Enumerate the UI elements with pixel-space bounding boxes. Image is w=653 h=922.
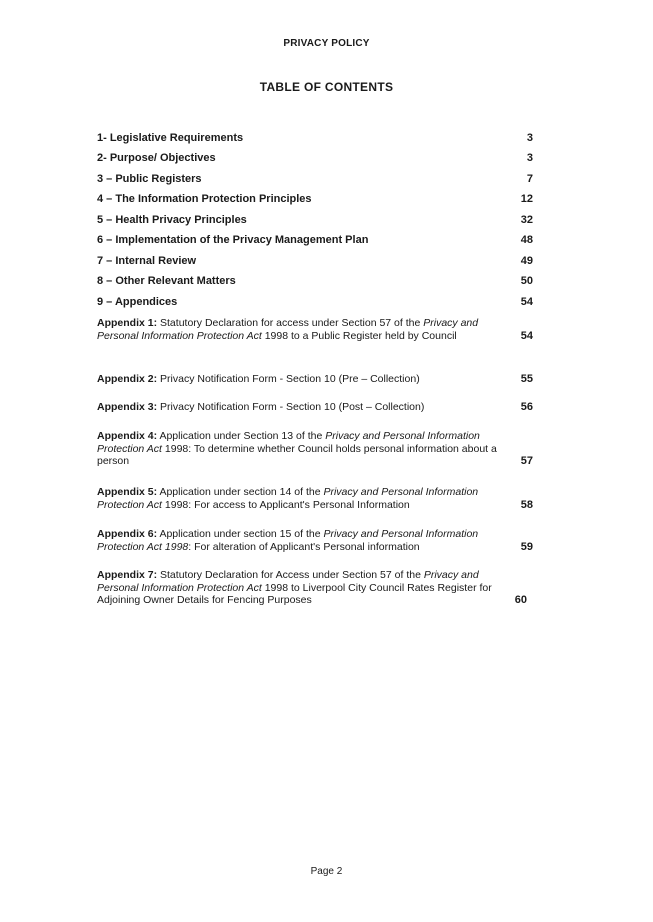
toc-entry-page: 54: [520, 296, 533, 308]
appendix-act-title: Privacy and Personal Information Protection Act 1998: [97, 528, 479, 553]
toc-entry[interactable]: [97, 132, 533, 146]
toc-entry-page: 48: [520, 234, 533, 246]
appendix-entry[interactable]: [97, 373, 533, 386]
appendix-entry[interactable]: [97, 569, 533, 607]
appendix-entry[interactable]: [97, 317, 533, 342]
appendix-entry[interactable]: [97, 430, 533, 468]
appendix-text: Privacy Notification Form - Section 10 (Pre – Collection): [160, 373, 420, 385]
toc-entry-page: 3: [526, 152, 533, 164]
appendix-label: Appendix 3:: [97, 401, 158, 413]
toc-entry[interactable]: [97, 214, 533, 228]
toc-entry-label: 6 – Implementation of the Privacy Management Plan: [97, 234, 369, 246]
appendix-text-cont: 1998 to Liverpool City Council Rates Register for Adjoining Owner Details for Fencing Purposes: [97, 581, 492, 606]
toc-heading: TABLE OF CONTENTS: [259, 80, 394, 94]
toc-entry-page: 50: [520, 275, 533, 287]
appendix-act-title: Privacy and Personal Information Protection Act: [97, 317, 479, 342]
appendix-page: 56: [520, 401, 533, 413]
appendix-page: 59: [520, 540, 533, 553]
appendix-page: 57: [520, 455, 533, 467]
appendix-page: 55: [520, 373, 533, 385]
appendix-text-cont: 1998: For access to Applicant's Personal Information: [164, 498, 410, 511]
toc-entry-label: 2- Purpose/ Objectives: [97, 152, 216, 164]
appendix-page: 58: [520, 498, 533, 511]
toc-entry-page: 7: [526, 173, 533, 185]
page-number: Page 2: [310, 866, 343, 877]
appendix-label: Appendix 6:: [97, 528, 158, 540]
appendix-text-cont: 1998 to a Public Register held by Council: [264, 329, 457, 342]
appendix-text: Application under Section 13 of the: [159, 430, 323, 442]
toc-entry[interactable]: [97, 193, 533, 207]
toc-entry[interactable]: [97, 234, 533, 248]
appendix-text: Statutory Declaration for access under Section 57 of the: [160, 317, 421, 329]
toc-entry-label: 8 – Other Relevant Matters: [97, 275, 236, 287]
appendix-act-title: Privacy and Personal Information Protection Act: [97, 430, 480, 455]
toc-entry[interactable]: [97, 173, 533, 187]
appendix-act-title: Privacy and Personal Information Protection Act: [97, 486, 479, 511]
toc-entry-label: 3 – Public Registers: [97, 173, 202, 185]
running-header: PRIVACY POLICY: [283, 38, 370, 49]
appendix-act-title: Privacy and Personal Information Protection Act: [97, 569, 479, 594]
toc-entry-label: 4 – The Information Protection Principles: [97, 193, 312, 205]
appendix-text: Statutory Declaration for Access under Section 57 of the: [160, 569, 421, 581]
toc-entry-page: 12: [520, 193, 533, 205]
toc-entry-label: 9 – Appendices: [97, 296, 178, 308]
appendix-page: 60: [514, 594, 527, 606]
appendix-label: Appendix 5:: [97, 486, 158, 498]
appendix-text-cont: 1998: To determine whether Council holds personal information about a person: [97, 442, 497, 467]
appendix-entry[interactable]: [97, 528, 533, 553]
appendix-entry[interactable]: [97, 486, 533, 511]
toc-entry[interactable]: [97, 255, 533, 269]
appendix-text: Application under section 15 of the: [159, 528, 321, 540]
appendix-text-cont: : For alteration of Applicant's Personal information: [188, 540, 420, 553]
toc-entry-label: 1- Legislative Requirements: [97, 132, 244, 144]
appendix-label: Appendix 7:: [97, 569, 158, 581]
toc-entry-page: 49: [520, 255, 533, 267]
appendix-page: 54: [520, 329, 533, 342]
toc-entry[interactable]: [97, 152, 533, 166]
toc-entry[interactable]: [97, 296, 533, 310]
appendix-label: Appendix 1:: [97, 317, 158, 329]
toc-entry[interactable]: [97, 275, 533, 289]
toc-entry-page: 3: [526, 132, 533, 144]
appendix-text: Application under section 14 of the: [159, 486, 321, 498]
appendix-entry[interactable]: [97, 401, 533, 414]
toc-entry-label: 5 – Health Privacy Principles: [97, 214, 247, 226]
appendix-label: Appendix 4:: [97, 430, 158, 442]
appendix-label: Appendix 2:: [97, 373, 158, 385]
toc-entry-page: 32: [520, 214, 533, 226]
toc-entry-label: 7 – Internal Review: [97, 255, 197, 267]
appendix-text: Privacy Notification Form - Section 10 (Post – Collection): [160, 401, 425, 413]
